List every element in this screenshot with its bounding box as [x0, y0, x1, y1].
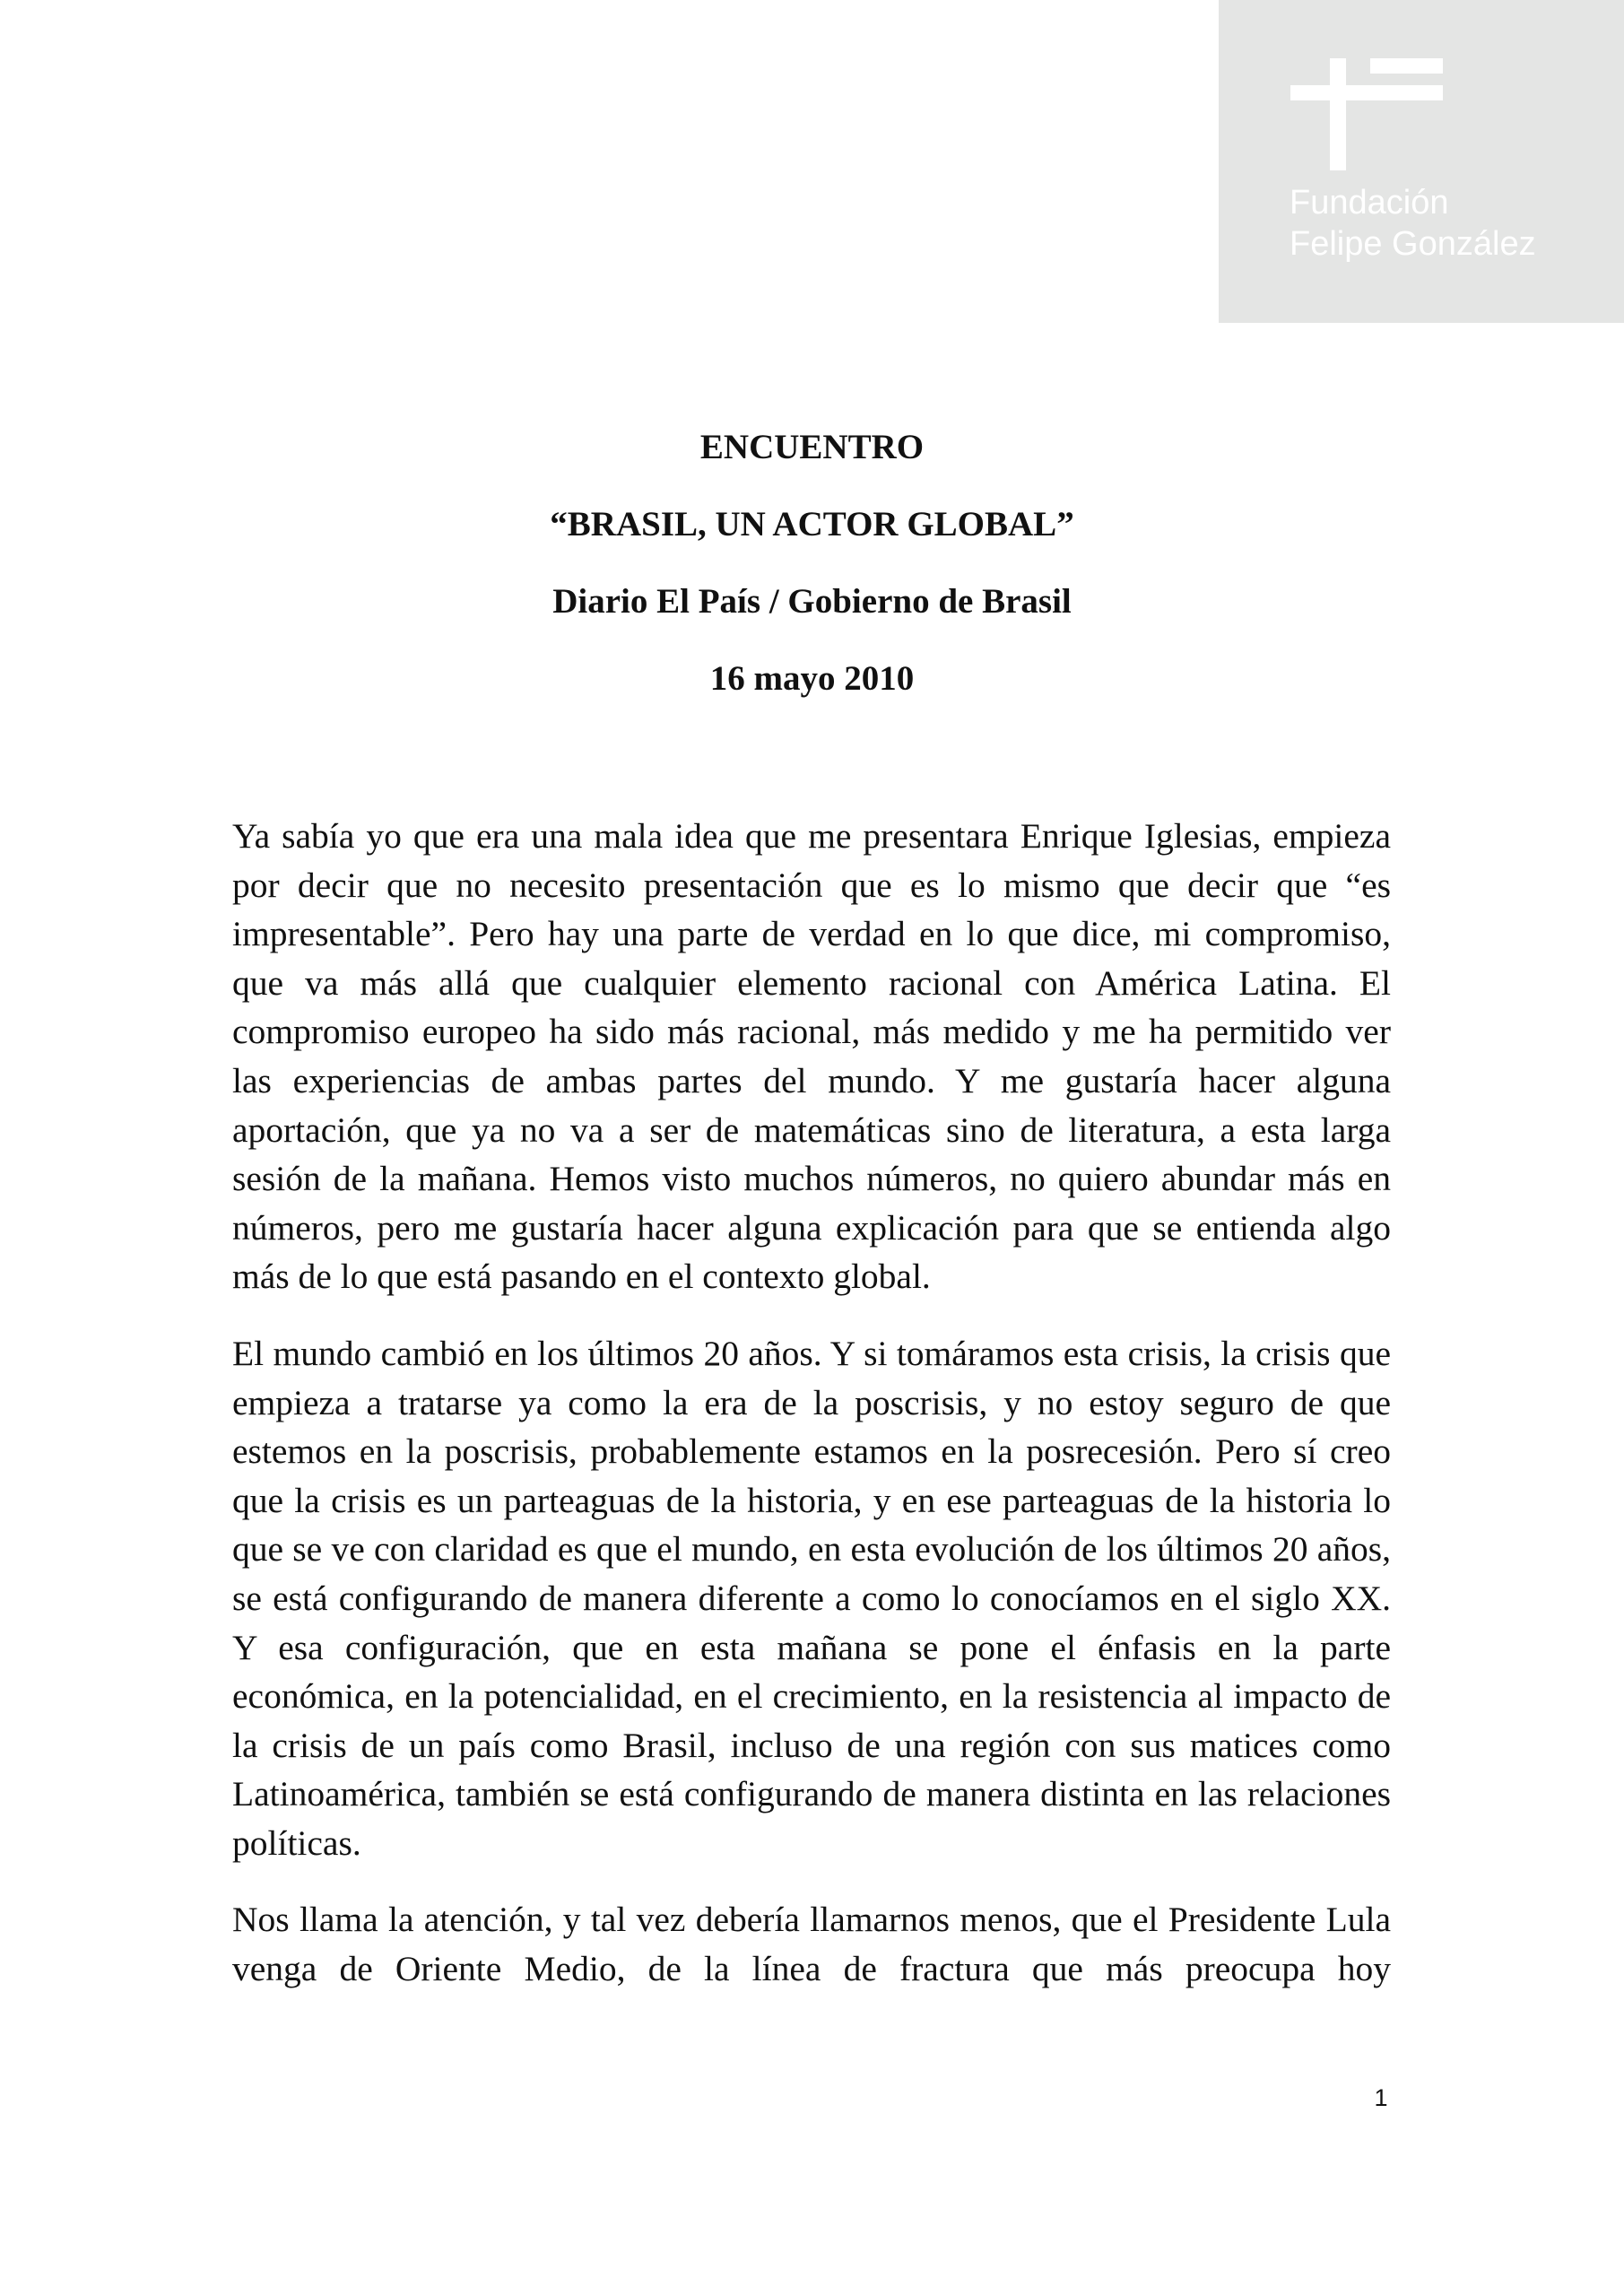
- foundation-logo: [1219, 0, 1624, 323]
- document-title: ENCUENTRO: [699, 428, 925, 466]
- foundation-name: [1290, 182, 1536, 265]
- event-date: 16 mayo 2010: [709, 659, 915, 698]
- page-number: 1: [1374, 2084, 1388, 2111]
- foundation-name-line2: Felipe González: [1290, 225, 1536, 263]
- foundation-name-line1: Fundación: [1290, 184, 1449, 222]
- foundation-logo-icon: [1290, 58, 1443, 170]
- event-organizers: Diario El País / Gobierno de Brasil: [552, 582, 1072, 621]
- paragraph-3: Nos llama la atención, y tal vez debería llamarnos menos, que el Presidente Lula venga de Oriente Medio, de la línea de fractura que más preocupa hoy: [232, 1900, 1391, 1989]
- event-title: “BRASIL, UN ACTOR GLOBAL”: [550, 505, 1074, 544]
- speech-body: [232, 812, 1391, 2022]
- paragraph-2: El mundo cambió en los últimos 20 años. Y si tomáramos esta crisis, la crisis que empieza a tratarse ya como la era de la poscrisis, y no estoy seguro de que estemos en la poscrisis, probablemente estamos en la posrecesión. Pero sí creo que la crisis es un parteaguas de la historia, y en ese parteaguas de la historia lo que se ve con claridad es que el mundo, en esta evolución de los últimos 20 años, se está configurando de manera diferente a como lo conocíamos en el siglo XX. Y esa configuración, que en esta mañana se pone el énfasis en la parte económica, en la potencialidad, en el crecimiento, en la resistencia al impacto de la crisis de un país como Brasil, incluso de una región con sus matices como Latinoamérica, también se está configurando de manera distinta en las relaciones políticas.: [232, 1333, 1391, 1863]
- paragraph-1: Ya sabía yo que era una mala idea que me presentara Enrique Iglesias, empieza por decir que no necesito presentación que es lo mismo que decir que “es impresentable”. Pero hay una parte de verdad en lo que dice, mi compromiso, que va más allá que cualquier elemento racional con América Latina. El compromiso europeo ha sido más racional, más medido y me ha permitido ver las experiencias de ambas partes del mundo. Y me gustaría hacer alguna aportación, que ya no va a ser de matemáticas sino de literatura, a esta larga sesión de la mañana. Hemos visto muchos números, no quiero abundar más en números, pero me gustaría hacer alguna explicación para que se entienda algo más de lo que está pasando en el contexto global.: [232, 816, 1391, 1297]
